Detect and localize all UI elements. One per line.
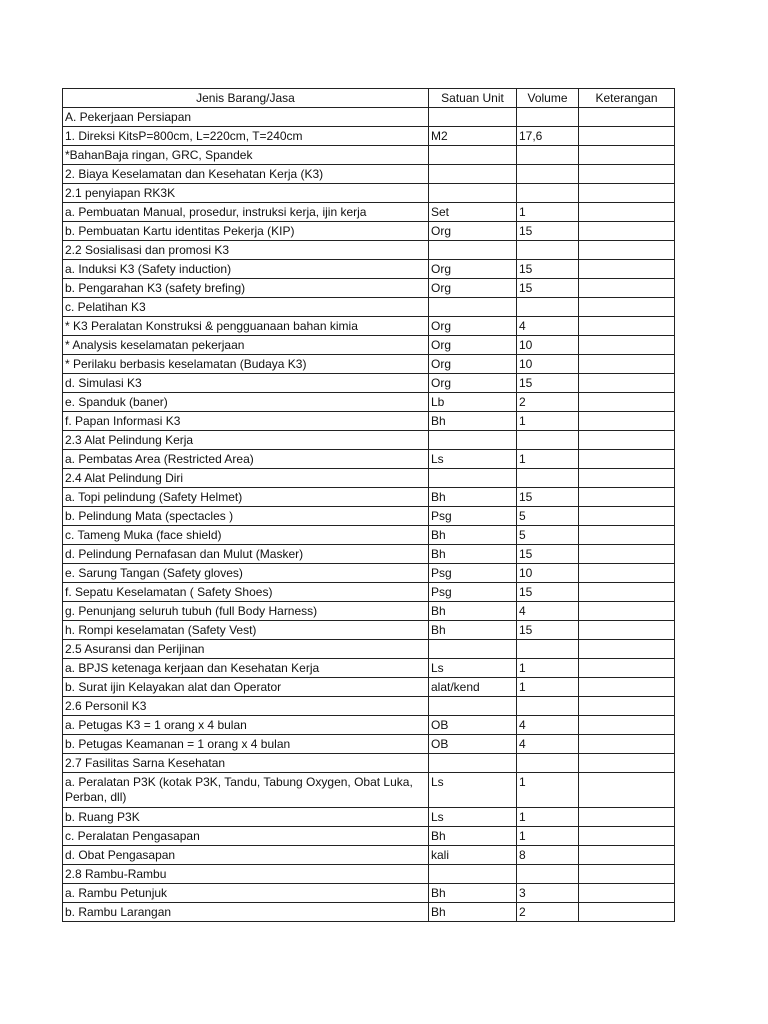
- cell-satuan: [429, 241, 517, 260]
- cell-satuan: OB: [429, 716, 517, 735]
- cell-satuan: [429, 146, 517, 165]
- cell-satuan: alat/kend: [429, 678, 517, 697]
- table-row: [63, 469, 675, 488]
- table-header: [63, 89, 675, 108]
- cell-volume: 1: [517, 203, 579, 222]
- table-row: [63, 203, 675, 222]
- cell-keterangan: [579, 865, 675, 884]
- cell-volume: [517, 241, 579, 260]
- cell-keterangan: [579, 754, 675, 773]
- table-row: [63, 146, 675, 165]
- table-row: [63, 431, 675, 450]
- cell-volume: 4: [517, 317, 579, 336]
- cell-satuan: OB: [429, 735, 517, 754]
- table-row: [63, 488, 675, 507]
- cell-volume: 15: [517, 222, 579, 241]
- cell-satuan: M2: [429, 127, 517, 146]
- cell-keterangan: [579, 903, 675, 922]
- cell-satuan: [429, 108, 517, 127]
- cell-jenis: 2.2 Sosialisasi dan promosi K3: [63, 241, 429, 260]
- table-row: [63, 412, 675, 431]
- cell-satuan: Psg: [429, 564, 517, 583]
- cell-volume: 1: [517, 827, 579, 846]
- cell-satuan: Psg: [429, 507, 517, 526]
- cell-satuan: [429, 298, 517, 317]
- table-row: [63, 602, 675, 621]
- cell-volume: [517, 865, 579, 884]
- cell-volume: 15: [517, 260, 579, 279]
- cell-satuan: Bh: [429, 545, 517, 564]
- cell-volume: 4: [517, 716, 579, 735]
- cell-satuan: [429, 640, 517, 659]
- table-row: [63, 355, 675, 374]
- cell-jenis: 2.8 Rambu-Rambu: [63, 865, 429, 884]
- table-row: [63, 773, 675, 808]
- table-row: [63, 884, 675, 903]
- cell-keterangan: [579, 412, 675, 431]
- cell-volume: 1: [517, 450, 579, 469]
- cell-keterangan: [579, 279, 675, 298]
- cell-keterangan: [579, 640, 675, 659]
- cell-jenis: c. Peralatan Pengasapan: [63, 827, 429, 846]
- cell-keterangan: [579, 564, 675, 583]
- table-row: [63, 827, 675, 846]
- cell-jenis: 2.4 Alat Pelindung Diri: [63, 469, 429, 488]
- cell-volume: 5: [517, 507, 579, 526]
- table-row: [63, 507, 675, 526]
- cell-jenis: b. Petugas Keamanan = 1 orang x 4 bulan: [63, 735, 429, 754]
- cell-keterangan: [579, 621, 675, 640]
- cell-keterangan: [579, 260, 675, 279]
- cell-volume: 4: [517, 602, 579, 621]
- cell-satuan: Bh: [429, 602, 517, 621]
- cell-jenis: a. Rambu Petunjuk: [63, 884, 429, 903]
- cell-satuan: Bh: [429, 488, 517, 507]
- cell-satuan: Ls: [429, 450, 517, 469]
- cell-volume: [517, 184, 579, 203]
- cell-keterangan: [579, 298, 675, 317]
- cell-keterangan: [579, 488, 675, 507]
- cell-keterangan: [579, 827, 675, 846]
- cell-satuan: [429, 697, 517, 716]
- cell-volume: [517, 108, 579, 127]
- cell-jenis: * Perilaku berbasis keselamatan (Budaya K3): [63, 355, 429, 374]
- cell-keterangan: [579, 678, 675, 697]
- cell-volume: 15: [517, 621, 579, 640]
- cell-volume: 2: [517, 393, 579, 412]
- cell-jenis: 2.5 Asuransi dan Perijinan: [63, 640, 429, 659]
- cell-jenis: 2.3 Alat Pelindung Kerja: [63, 431, 429, 450]
- cell-volume: 2: [517, 903, 579, 922]
- table-row: [63, 108, 675, 127]
- cell-jenis: h. Rompi keselamatan (Safety Vest): [63, 621, 429, 640]
- cell-keterangan: [579, 355, 675, 374]
- cell-jenis: e. Spanduk (baner): [63, 393, 429, 412]
- cell-volume: 10: [517, 564, 579, 583]
- cell-jenis: b. Pengarahan K3 (safety brefing): [63, 279, 429, 298]
- table-row: [63, 621, 675, 640]
- cell-jenis: a. Petugas K3 = 1 orang x 4 bulan: [63, 716, 429, 735]
- cell-jenis: g. Penunjang seluruh tubuh (full Body Harness): [63, 602, 429, 621]
- table-row: [63, 678, 675, 697]
- cell-keterangan: [579, 336, 675, 355]
- cell-volume: 15: [517, 279, 579, 298]
- cell-keterangan: [579, 773, 675, 808]
- cell-jenis: d. Obat Pengasapan: [63, 846, 429, 865]
- cell-satuan: Lb: [429, 393, 517, 412]
- table-row: [63, 754, 675, 773]
- table-row: [63, 241, 675, 260]
- cell-keterangan: [579, 203, 675, 222]
- cell-jenis: c. Tameng Muka (face shield): [63, 526, 429, 545]
- table-row: [63, 127, 675, 146]
- cell-jenis: a. Peralatan P3K (kotak P3K, Tandu, Tabung Oxygen, Obat Luka, Perban, dll): [63, 773, 429, 808]
- table-row: [63, 165, 675, 184]
- cell-jenis: A. Pekerjaan Persiapan: [63, 108, 429, 127]
- cell-jenis: c. Pelatihan K3: [63, 298, 429, 317]
- cell-volume: 15: [517, 488, 579, 507]
- cell-satuan: Org: [429, 374, 517, 393]
- cell-keterangan: [579, 127, 675, 146]
- cell-volume: 3: [517, 884, 579, 903]
- cell-jenis: 2.7 Fasilitas Sarna Kesehatan: [63, 754, 429, 773]
- cell-jenis: * K3 Peralatan Konstruksi & pengguanaan bahan kimia: [63, 317, 429, 336]
- cell-satuan: Psg: [429, 583, 517, 602]
- cell-jenis: e. Sarung Tangan (Safety gloves): [63, 564, 429, 583]
- table-row: [63, 808, 675, 827]
- cell-satuan: [429, 469, 517, 488]
- cell-keterangan: [579, 146, 675, 165]
- cell-keterangan: [579, 808, 675, 827]
- cell-satuan: [429, 431, 517, 450]
- cell-keterangan: [579, 602, 675, 621]
- cell-volume: 1: [517, 678, 579, 697]
- cell-satuan: Ls: [429, 808, 517, 827]
- cell-volume: [517, 298, 579, 317]
- cell-keterangan: [579, 241, 675, 260]
- cell-volume: [517, 469, 579, 488]
- cell-jenis: 2.6 Personil K3: [63, 697, 429, 716]
- document-page: [62, 88, 674, 922]
- cell-satuan: Bh: [429, 621, 517, 640]
- table-row: [63, 317, 675, 336]
- cell-keterangan: [579, 583, 675, 602]
- cell-keterangan: [579, 450, 675, 469]
- table-row: [63, 393, 675, 412]
- cell-satuan: [429, 184, 517, 203]
- table-row: [63, 545, 675, 564]
- cell-jenis: 2.1 penyiapan RK3K: [63, 184, 429, 203]
- items-table: [62, 88, 675, 922]
- cell-jenis: 2. Biaya Keselamatan dan Kesehatan Kerja (K3): [63, 165, 429, 184]
- cell-keterangan: [579, 374, 675, 393]
- cell-jenis: 1. Direksi KitsP=800cm, L=220cm, T=240cm: [63, 127, 429, 146]
- cell-satuan: kali: [429, 846, 517, 865]
- cell-jenis: b. Pelindung Mata (spectacles ): [63, 507, 429, 526]
- cell-satuan: Bh: [429, 526, 517, 545]
- cell-satuan: Bh: [429, 884, 517, 903]
- cell-satuan: Bh: [429, 412, 517, 431]
- cell-keterangan: [579, 659, 675, 678]
- cell-jenis: b. Pembuatan Kartu identitas Pekerja (KIP): [63, 222, 429, 241]
- table-row: [63, 735, 675, 754]
- table-row: [63, 526, 675, 545]
- cell-jenis: f. Sepatu Keselamatan ( Safety Shoes): [63, 583, 429, 602]
- table-row: [63, 336, 675, 355]
- table-row: [63, 697, 675, 716]
- cell-jenis: b. Rambu Larangan: [63, 903, 429, 922]
- header-keterangan: Keterangan: [579, 89, 675, 108]
- header-satuan: Satuan Unit: [429, 89, 517, 108]
- cell-jenis: b. Surat ijin Kelayakan alat dan Operator: [63, 678, 429, 697]
- cell-volume: 5: [517, 526, 579, 545]
- cell-keterangan: [579, 317, 675, 336]
- table-row: [63, 716, 675, 735]
- cell-keterangan: [579, 735, 675, 754]
- cell-keterangan: [579, 884, 675, 903]
- cell-jenis: a. Pembatas Area (Restricted Area): [63, 450, 429, 469]
- cell-jenis: *BahanBaja ringan, GRC, Spandek: [63, 146, 429, 165]
- cell-keterangan: [579, 165, 675, 184]
- cell-jenis: b. Ruang P3K: [63, 808, 429, 827]
- cell-volume: 1: [517, 659, 579, 678]
- cell-jenis: d. Pelindung Pernafasan dan Mulut (Masker): [63, 545, 429, 564]
- cell-keterangan: [579, 716, 675, 735]
- header-volume: Volume: [517, 89, 579, 108]
- cell-jenis: * Analysis keselamatan pekerjaan: [63, 336, 429, 355]
- cell-volume: [517, 697, 579, 716]
- cell-keterangan: [579, 184, 675, 203]
- cell-keterangan: [579, 507, 675, 526]
- table-row: [63, 903, 675, 922]
- cell-volume: 1: [517, 808, 579, 827]
- cell-satuan: [429, 865, 517, 884]
- cell-satuan: Org: [429, 279, 517, 298]
- cell-jenis: a. Pembuatan Manual, prosedur, instruksi kerja, ijin kerja: [63, 203, 429, 222]
- cell-volume: 8: [517, 846, 579, 865]
- cell-satuan: Org: [429, 260, 517, 279]
- table-row: [63, 865, 675, 884]
- cell-keterangan: [579, 846, 675, 865]
- table-row: [63, 298, 675, 317]
- cell-satuan: Org: [429, 222, 517, 241]
- cell-satuan: Org: [429, 355, 517, 374]
- cell-satuan: Org: [429, 317, 517, 336]
- cell-volume: 17,6: [517, 127, 579, 146]
- cell-jenis: a. BPJS ketenaga kerjaan dan Kesehatan Kerja: [63, 659, 429, 678]
- cell-volume: 1: [517, 773, 579, 808]
- table-row: [63, 640, 675, 659]
- cell-keterangan: [579, 469, 675, 488]
- cell-jenis: a. Induksi K3 (Safety induction): [63, 260, 429, 279]
- cell-volume: 10: [517, 355, 579, 374]
- table-row: [63, 184, 675, 203]
- table-row: [63, 450, 675, 469]
- cell-keterangan: [579, 108, 675, 127]
- cell-volume: [517, 754, 579, 773]
- cell-keterangan: [579, 222, 675, 241]
- cell-volume: 15: [517, 583, 579, 602]
- cell-volume: 15: [517, 374, 579, 393]
- cell-keterangan: [579, 545, 675, 564]
- cell-keterangan: [579, 431, 675, 450]
- cell-jenis: f. Papan Informasi K3: [63, 412, 429, 431]
- cell-satuan: Bh: [429, 827, 517, 846]
- cell-jenis: a. Topi pelindung (Safety Helmet): [63, 488, 429, 507]
- cell-volume: 4: [517, 735, 579, 754]
- table-row: [63, 260, 675, 279]
- header-row: [63, 89, 675, 108]
- cell-volume: 15: [517, 545, 579, 564]
- cell-keterangan: [579, 697, 675, 716]
- cell-satuan: [429, 165, 517, 184]
- table-row: [63, 374, 675, 393]
- table-body: [63, 108, 675, 922]
- cell-satuan: Org: [429, 336, 517, 355]
- cell-volume: 1: [517, 412, 579, 431]
- table-row: [63, 279, 675, 298]
- cell-volume: [517, 431, 579, 450]
- table-row: [63, 222, 675, 241]
- cell-satuan: Set: [429, 203, 517, 222]
- cell-jenis: d. Simulasi K3: [63, 374, 429, 393]
- cell-satuan: Ls: [429, 659, 517, 678]
- header-jenis: Jenis Barang/Jasa: [63, 89, 429, 108]
- cell-keterangan: [579, 393, 675, 412]
- cell-volume: [517, 640, 579, 659]
- cell-satuan: [429, 754, 517, 773]
- table-row: [63, 583, 675, 602]
- cell-keterangan: [579, 526, 675, 545]
- table-row: [63, 564, 675, 583]
- cell-volume: [517, 146, 579, 165]
- cell-volume: [517, 165, 579, 184]
- cell-volume: 10: [517, 336, 579, 355]
- table-row: [63, 846, 675, 865]
- table-row: [63, 659, 675, 678]
- cell-satuan: Bh: [429, 903, 517, 922]
- cell-satuan: Ls: [429, 773, 517, 808]
